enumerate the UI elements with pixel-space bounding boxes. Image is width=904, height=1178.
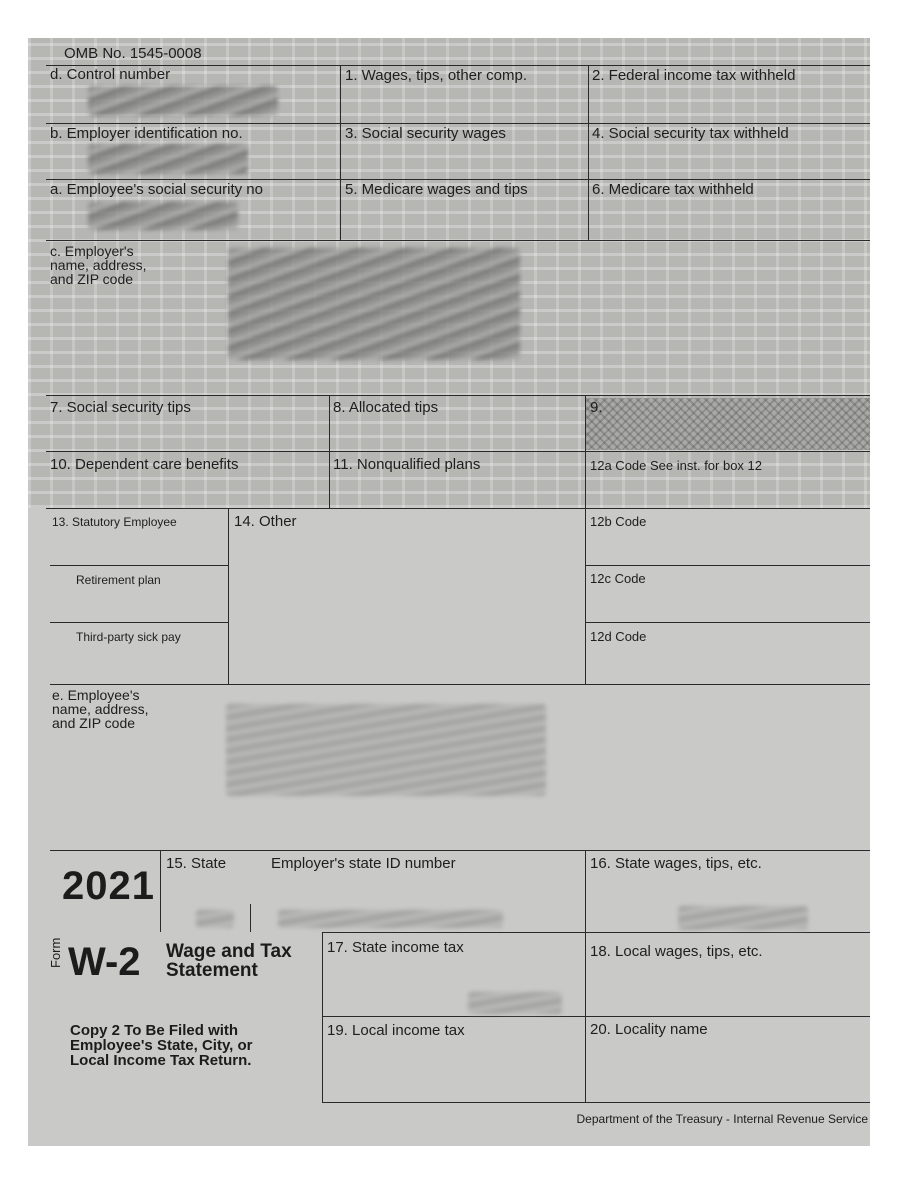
retirement-plan-label: Retirement plan: [76, 573, 161, 587]
form-title: Wage and Tax Statement: [166, 941, 292, 981]
rule: [322, 1016, 870, 1017]
box-20-label: 20. Locality name: [590, 1021, 708, 1038]
redacted-state-id: [278, 910, 503, 928]
box-12c-label: 12c Code: [590, 571, 646, 586]
box-16-label: 16. State wages, tips, etc.: [590, 855, 762, 872]
rule: [50, 684, 870, 685]
rule: [322, 932, 323, 1102]
form-name: W-2: [68, 940, 141, 984]
rule: [585, 565, 870, 566]
rule: [329, 395, 330, 508]
form-word: Form: [48, 937, 63, 968]
rule: [50, 850, 870, 851]
box-15-label: 15. State: [166, 855, 227, 872]
box-1-label: 1. Wages, tips, other comp.: [345, 67, 528, 84]
box-7-label: 7. Social security tips: [50, 399, 191, 416]
copy-instructions: Copy 2 To Be Filed with Employee's State, City, or Local Income Tax Return.: [70, 1022, 253, 1069]
box-17-label: 17. State income tax: [327, 939, 464, 956]
rule: [228, 508, 229, 684]
tax-year: 2021: [62, 864, 155, 908]
box-e-label: e. Employee's name, address, and ZIP code: [52, 687, 149, 731]
redacted-employee-address: [226, 704, 546, 796]
rule: [322, 1102, 870, 1103]
rule: [50, 622, 228, 623]
rule: [46, 451, 870, 452]
box-13-label: 13. Statutory Employee: [52, 515, 177, 529]
rule: [46, 240, 870, 241]
third-party-sick-pay-label: Third-party sick pay: [76, 630, 181, 644]
box-12b-label: 12b Code: [590, 514, 647, 529]
irs-footer: Department of the Treasury - Internal Revenue Service: [576, 1112, 868, 1126]
box-9-label: 9.: [590, 399, 603, 416]
redacted-ssn: [88, 202, 238, 230]
rule: [340, 65, 341, 240]
box-8-label: 8. Allocated tips: [333, 399, 439, 416]
box-12a-label: 12a Code See inst. for box 12: [590, 458, 763, 473]
rule: [160, 850, 161, 932]
state-id-label: Employer's state ID number: [271, 855, 456, 872]
rule: [585, 395, 586, 684]
redacted-ein: [88, 144, 248, 174]
box-4-label: 4. Social security tax withheld: [592, 125, 789, 142]
rule: [250, 904, 251, 932]
redacted-state-tax: [468, 992, 562, 1014]
box-12d-label: 12d Code: [590, 629, 647, 644]
box-c-label: c. Employer's name, address, and ZIP code: [50, 243, 147, 287]
rule: [585, 622, 870, 623]
redacted-control-number: [88, 86, 278, 116]
box-19-label: 19. Local income tax: [327, 1022, 465, 1039]
box-9-shading: [585, 398, 870, 450]
rule: [585, 850, 586, 1102]
box-14-label: 14. Other: [234, 513, 297, 530]
rule: [322, 932, 870, 933]
redacted-state: [196, 910, 234, 928]
box-5-label: 5. Medicare wages and tips: [345, 181, 528, 198]
box-18-label: 18. Local wages, tips, etc.: [590, 943, 763, 960]
rule: [46, 395, 870, 396]
rule: [588, 65, 589, 240]
rule: [46, 123, 870, 124]
box-6-label: 6. Medicare tax withheld: [592, 181, 754, 198]
box-a-label: a. Employee's social security no: [50, 181, 263, 198]
box-11-label: 11. Nonqualified plans: [333, 456, 481, 473]
rule: [46, 508, 870, 509]
omb-number: OMB No. 1545-0008: [64, 45, 202, 62]
box-2-label: 2. Federal income tax withheld: [592, 67, 796, 84]
redacted-state-wages: [678, 906, 808, 930]
box-10-label: 10. Dependent care benefits: [50, 456, 239, 473]
w2-form: [28, 38, 870, 1146]
rule: [46, 179, 870, 180]
box-b-label: b. Employer identification no.: [50, 125, 243, 142]
box-d-label: d. Control number: [50, 66, 171, 83]
rule: [50, 565, 228, 566]
redacted-employer-address: [228, 248, 520, 360]
box-3-label: 3. Social security wages: [345, 125, 506, 142]
